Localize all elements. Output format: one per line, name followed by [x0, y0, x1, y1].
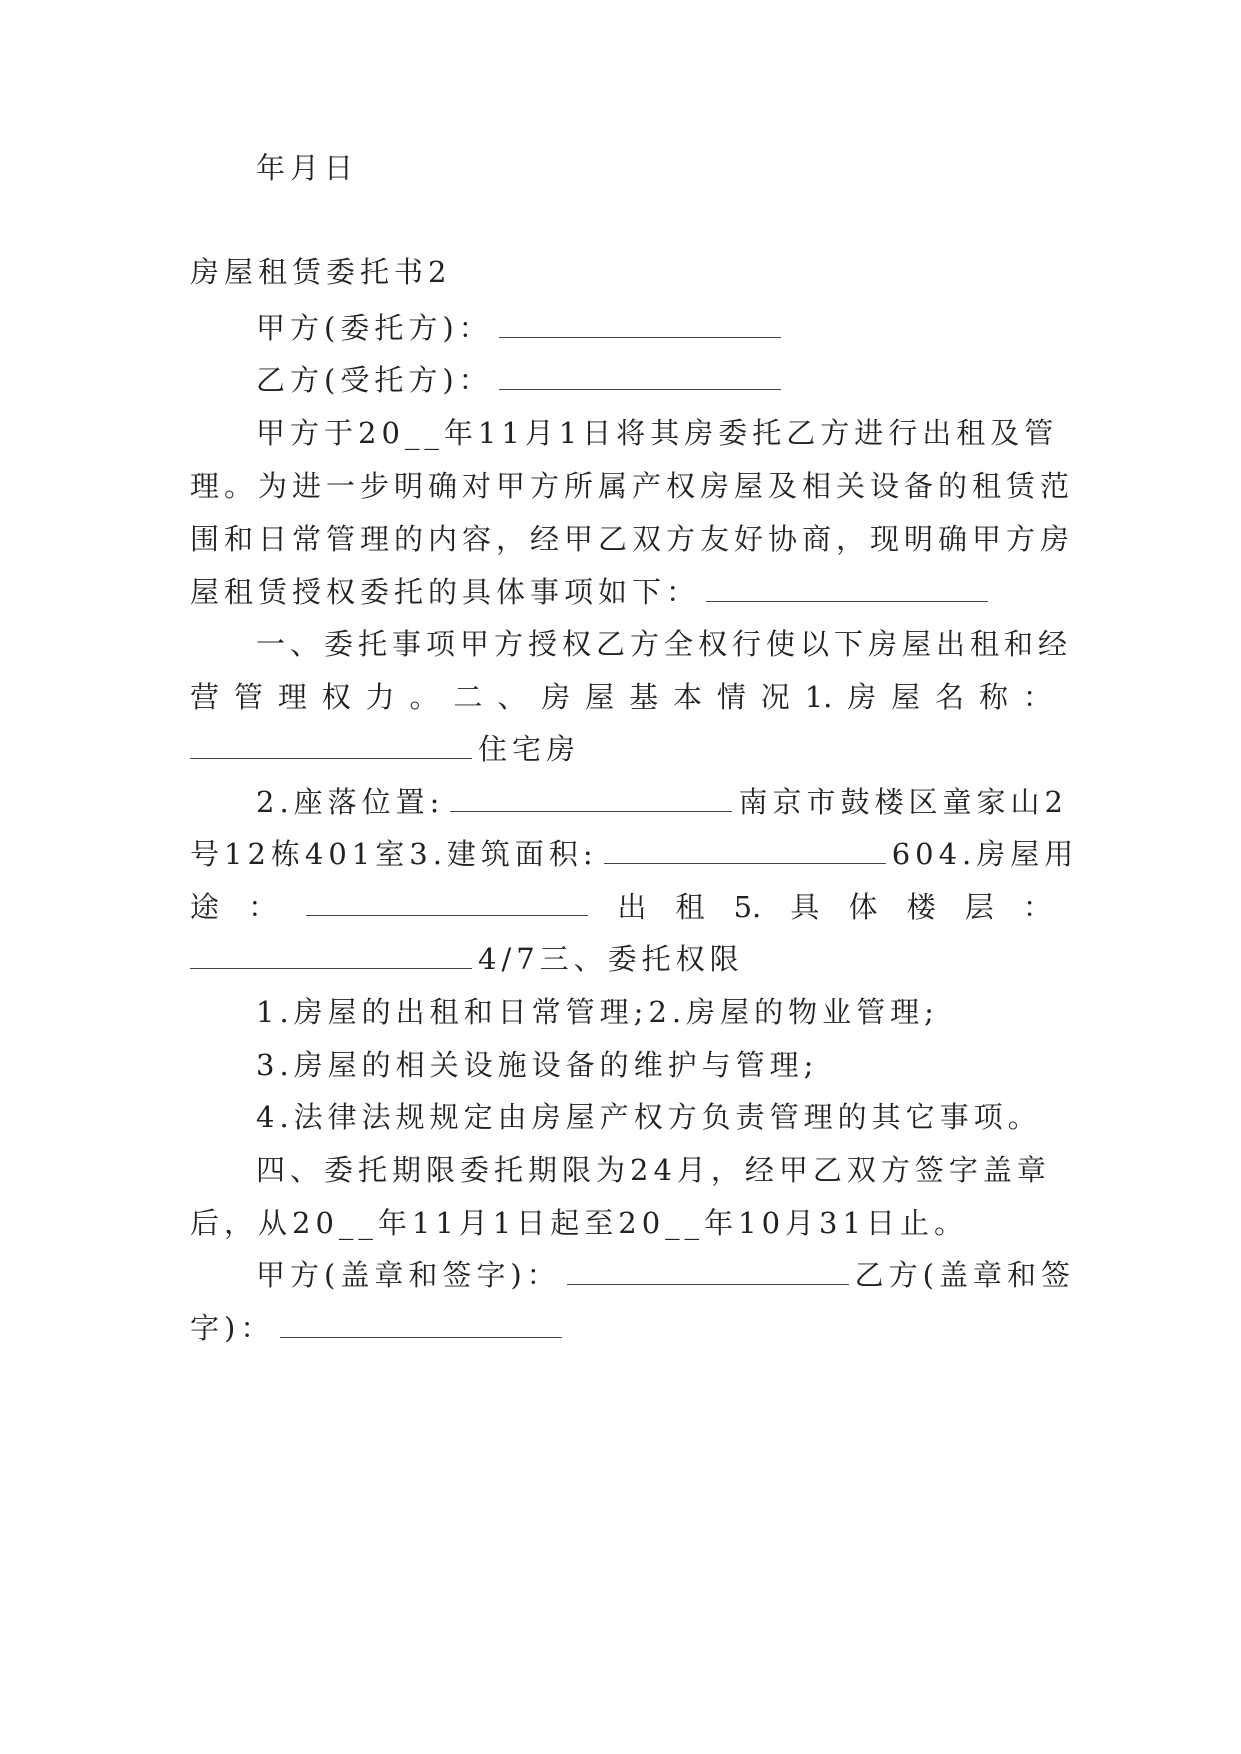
- date-line: 年月日: [256, 151, 359, 185]
- intro-blank: [706, 573, 988, 602]
- party-b-signature-label: 乙方(盖章和签: [854, 1258, 1075, 1292]
- char: ：: [1022, 890, 1052, 924]
- char: 层: [964, 890, 994, 924]
- char: 权: [321, 680, 351, 714]
- section1-line-1: 一、委托事项甲方授权乙方全权行使以下房屋出租和经: [256, 627, 1073, 661]
- floor-line: [190, 939, 1052, 979]
- char: 租: [675, 890, 705, 924]
- floor-value: 4/7三、委托权限: [478, 942, 744, 976]
- char: ：: [248, 890, 278, 924]
- char: 楼: [906, 890, 936, 924]
- document-title: 房屋租赁委托书2: [190, 255, 452, 289]
- intro-line-4-text: 屋租赁授权委托的具体事项如下：: [190, 575, 701, 609]
- house-name-value: 住宅房: [478, 732, 581, 766]
- party-b-label: 乙方(受托方)：: [256, 363, 493, 397]
- char: 、: [497, 680, 527, 714]
- char: 称: [978, 680, 1008, 714]
- intro-line-3: 围和日常管理的内容，经甲乙双方友好协商，现明确甲方房: [190, 522, 1075, 556]
- char: 体: [848, 890, 878, 924]
- char: 名: [935, 680, 965, 714]
- party-b-signature-label-cont: 字)：: [190, 1311, 275, 1345]
- char: 房: [847, 680, 877, 714]
- section1-line-2: [190, 677, 1052, 717]
- char: 力: [365, 680, 395, 714]
- location-line: [256, 782, 1068, 822]
- location-value: 南京市鼓楼区童家山2: [738, 785, 1068, 819]
- party-b-line: [256, 360, 1052, 400]
- rights-line-3: 3.房屋的相关设施设备的维护与管理;: [256, 1048, 819, 1082]
- char: 营: [190, 680, 220, 714]
- char: 基: [629, 680, 659, 714]
- char: 二: [453, 680, 483, 714]
- party-a-signature-blank: [567, 1256, 849, 1285]
- signature-line-2: [190, 1308, 1052, 1348]
- term-line-1: 四、委托期限委托期限为24月，经甲乙双方签字盖章: [256, 1153, 1051, 1187]
- signature-line-1: [256, 1255, 1075, 1295]
- char: 管: [233, 680, 263, 714]
- location-label: 2.座落位置:: [256, 785, 445, 819]
- use-line: [190, 887, 1052, 927]
- intro-line-1: 甲方于20__年11月1日将其房委托乙方进行出租及管: [256, 416, 1059, 450]
- char: 房: [541, 680, 571, 714]
- rights-line-4: 4.法律法规规定由房屋产权方负责管理的其它事项。: [256, 1100, 1042, 1134]
- char: 具: [790, 890, 820, 924]
- char: ：: [1022, 680, 1052, 714]
- intro-line-4: [190, 572, 1052, 612]
- char: 理: [277, 680, 307, 714]
- party-a-blank: [499, 309, 781, 338]
- location-blank: [450, 783, 732, 812]
- section1-line-3: [190, 729, 1052, 769]
- party-a-label: 甲方(委托方)：: [256, 311, 493, 345]
- char: 本: [672, 680, 702, 714]
- char: 况: [760, 680, 790, 714]
- use-blank: [306, 887, 588, 916]
- term-line-2: 后，从20__年11月1日起至20__年10月31日止。: [190, 1206, 968, 1240]
- char: 情: [716, 680, 746, 714]
- char: 屋: [891, 680, 921, 714]
- char: 。: [409, 680, 439, 714]
- floor-blank: [190, 940, 472, 969]
- char: 1.: [804, 680, 833, 714]
- rights-line-1: 1.房屋的出租和日常管理;2.房屋的物业管理;: [256, 995, 939, 1029]
- house-name-blank: [190, 730, 472, 759]
- area-line: [190, 834, 1079, 874]
- party-a-signature-label: 甲方(盖章和签字)：: [256, 1258, 561, 1292]
- char: 屋: [585, 680, 615, 714]
- party-a-line: [256, 308, 1052, 348]
- party-b-blank: [499, 361, 781, 390]
- char: 5.: [733, 890, 762, 924]
- location-value-cont: 号12栋401室3.建筑面积:: [190, 837, 598, 871]
- area-blank: [604, 835, 886, 864]
- party-b-signature-blank: [280, 1309, 562, 1338]
- area-value: 604.房屋用: [891, 837, 1079, 871]
- intro-line-2: 理。为进一步明确对甲方所属产权房屋及相关设备的租赁范: [190, 469, 1075, 503]
- char: 途: [190, 890, 220, 924]
- char: 出: [617, 890, 647, 924]
